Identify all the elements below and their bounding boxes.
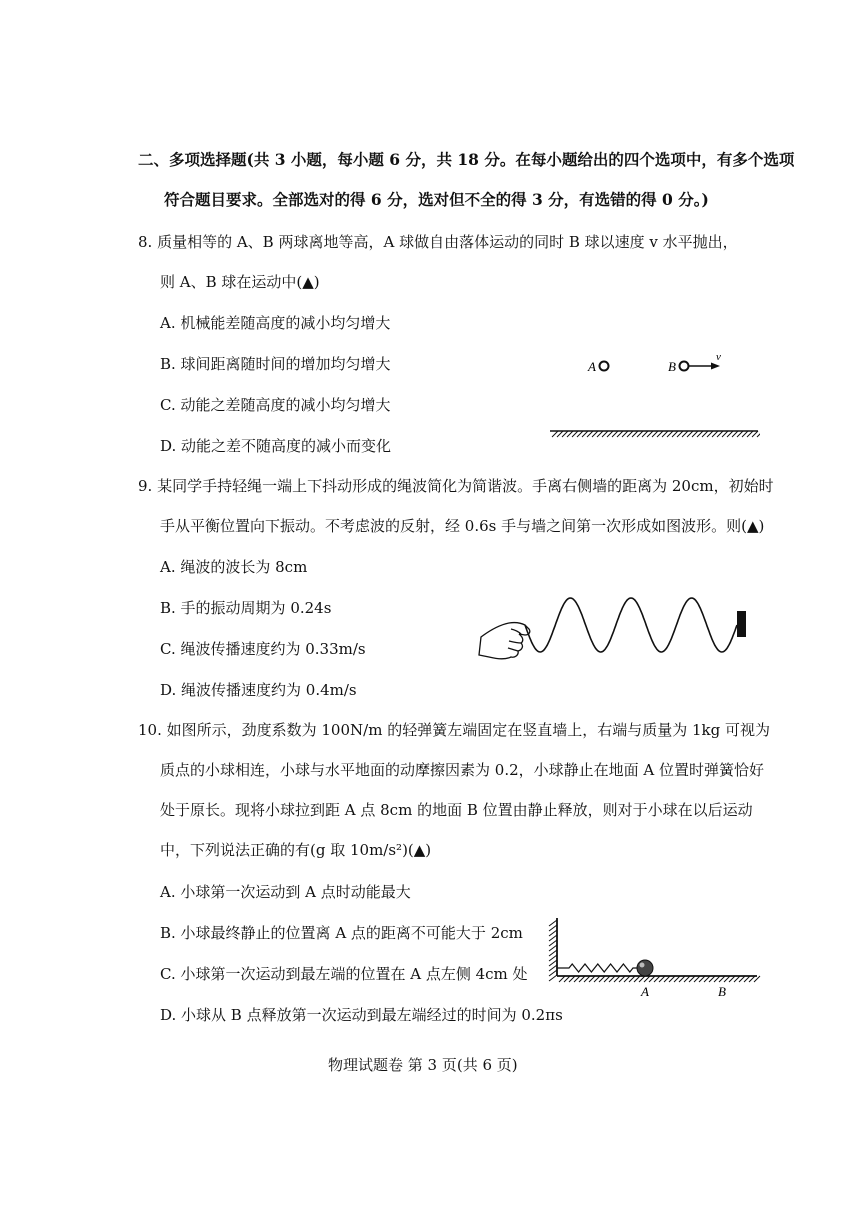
- q10-option-b: B. 小球最终静止的位置离 A 点的距离不可能大于 2cm: [160, 924, 523, 942]
- q9-figure: [475, 585, 765, 675]
- hatch-mark: [702, 431, 708, 437]
- hatch-mark: [749, 976, 755, 982]
- hatch-mark: [557, 431, 563, 437]
- hatch-mark: [564, 976, 570, 982]
- right-wall: [737, 611, 746, 637]
- hatch-mark: [632, 431, 638, 437]
- hatch-mark: [699, 976, 705, 982]
- q9-stem-line2: 手从平衡位置向下振动。不考虑波的反射，经 0.6s 手与墙之间第一次形成如图波形。则(▲): [160, 517, 765, 535]
- hatch-mark: [692, 431, 698, 437]
- hatch-mark: [737, 431, 743, 437]
- hatch-mark: [739, 976, 745, 982]
- page-footer: 物理试题卷 第 3 页(共 6 页): [328, 1056, 518, 1074]
- hatch-mark: [727, 431, 733, 437]
- hatch-mark: [649, 976, 655, 982]
- q10-label-b: B: [718, 984, 726, 999]
- hatch-mark: [549, 960, 557, 966]
- hatch-mark: [589, 976, 595, 982]
- hatch-mark: [549, 925, 557, 931]
- q10-option-c: C. 小球第一次运动到最左端的位置在 A 点左侧 4cm 处: [160, 965, 528, 983]
- q10-stem-line3: 处于原长。现将小球拉到距 A 点 8cm 的地面 B 位置由静止释放，则对于小球在以后运动: [160, 801, 753, 819]
- hatch-mark: [689, 976, 695, 982]
- hatch-mark: [552, 431, 558, 437]
- hatch-mark: [714, 976, 720, 982]
- hatch-mark: [707, 431, 713, 437]
- hatch-mark: [657, 431, 663, 437]
- hatch-mark: [679, 976, 685, 982]
- hatch-mark: [659, 976, 665, 982]
- ball-highlight: [640, 963, 645, 968]
- hatch-mark: [584, 976, 590, 982]
- q8-option-b: B. 球间距离随时间的增加均匀增大: [160, 355, 391, 373]
- q10-option-a: A. 小球第一次运动到 A 点时动能最大: [160, 883, 411, 901]
- hatch-mark: [684, 976, 690, 982]
- hatch-mark: [599, 976, 605, 982]
- q8-label-v: v: [716, 351, 721, 363]
- ground-hatch: [552, 431, 760, 437]
- hatch-mark: [592, 431, 598, 437]
- ball-b: [680, 362, 689, 371]
- q8-label-a: A: [588, 359, 596, 374]
- hatch-mark: [549, 930, 557, 936]
- hatch-mark: [624, 976, 630, 982]
- hatch-mark: [587, 431, 593, 437]
- q10-figure: [545, 912, 761, 1002]
- hatch-mark: [747, 431, 753, 437]
- hatch-mark: [732, 431, 738, 437]
- hatch-mark: [697, 431, 703, 437]
- hand-icon: [479, 623, 530, 659]
- hatch-mark: [629, 976, 635, 982]
- ball: [637, 960, 653, 976]
- hatch-mark: [619, 976, 625, 982]
- hatch-mark: [574, 976, 580, 982]
- hatch-mark: [722, 431, 728, 437]
- hatch-mark: [604, 976, 610, 982]
- hatch-mark: [634, 976, 640, 982]
- q8-option-c: C. 动能之差随高度的减小均匀增大: [160, 396, 391, 414]
- q9-option-b: B. 手的振动周期为 0.24s: [160, 599, 332, 617]
- hatch-mark: [609, 976, 615, 982]
- hatch-mark: [579, 976, 585, 982]
- hatch-mark: [682, 431, 688, 437]
- wall-hatch: [549, 920, 557, 981]
- hatch-mark: [744, 976, 750, 982]
- hatch-mark: [627, 431, 633, 437]
- q9-option-d: D. 绳波传播速度约为 0.4m/s: [160, 681, 357, 699]
- hatch-mark: [729, 976, 735, 982]
- section-heading-line1: 二、多项选择题(共 3 小题，每小题 6 分，共 18 分。在每小题给出的四个选项中，有多个选项: [138, 150, 795, 169]
- q8-stem-line2: 则 A、B 球在运动中(▲): [160, 273, 320, 291]
- hatch-mark: [687, 431, 693, 437]
- hatch-mark: [559, 976, 565, 982]
- hatch-mark: [717, 431, 723, 437]
- hatch-mark: [594, 976, 600, 982]
- velocity-arrow-head: [711, 363, 720, 370]
- hatch-mark: [652, 431, 658, 437]
- hatch-mark: [549, 970, 557, 976]
- hatch-mark: [597, 431, 603, 437]
- hatch-mark: [612, 431, 618, 437]
- q10-stem-line2: 质点的小球相连，小球与水平地面的动摩擦因素为 0.2，小球静止在地面 A 位置时弹簧恰好: [160, 761, 764, 779]
- q8-figure: [548, 345, 760, 445]
- q8-label-b: B: [668, 359, 676, 374]
- hatch-mark: [677, 431, 683, 437]
- hatch-mark: [567, 431, 573, 437]
- hatch-mark: [549, 955, 557, 961]
- hatch-mark: [602, 431, 608, 437]
- hatch-mark: [667, 431, 673, 437]
- hatch-mark: [664, 976, 670, 982]
- hatch-mark: [639, 976, 645, 982]
- hatch-mark: [549, 975, 557, 981]
- hatch-mark: [577, 431, 583, 437]
- hatch-mark: [549, 920, 557, 926]
- hatch-mark: [549, 950, 557, 956]
- q9-option-a: A. 绳波的波长为 8cm: [160, 558, 308, 576]
- q10-option-d: D. 小球从 B 点释放第一次运动到最左端经过的时间为 0.2πs: [160, 1006, 563, 1024]
- hatch-mark: [549, 965, 557, 971]
- hatch-mark: [617, 431, 623, 437]
- hatch-mark: [662, 431, 668, 437]
- spring: [557, 964, 637, 972]
- hatch-mark: [704, 976, 710, 982]
- q10-label-a: A: [641, 984, 649, 999]
- hatch-mark: [734, 976, 740, 982]
- q8-stem-line1: 8. 质量相等的 A、B 两球离地等高，A 球做自由落体运动的同时 B 球以速度 v 水平抛出，: [138, 233, 738, 251]
- hatch-mark: [642, 431, 648, 437]
- rope-wave: [525, 598, 737, 652]
- hatch-mark: [719, 976, 725, 982]
- hatch-mark: [549, 935, 557, 941]
- hatch-mark: [572, 431, 578, 437]
- hatch-mark: [622, 431, 628, 437]
- hatch-mark: [562, 431, 568, 437]
- hatch-mark: [709, 976, 715, 982]
- hatch-mark: [672, 431, 678, 437]
- hatch-mark: [712, 431, 718, 437]
- hatch-mark: [752, 431, 758, 437]
- hatch-mark: [654, 976, 660, 982]
- hatch-mark: [647, 431, 653, 437]
- q8-option-d: D. 动能之差不随高度的减小而变化: [160, 437, 392, 455]
- q8-option-a: A. 机械能差随高度的减小均匀增大: [160, 314, 391, 332]
- q9-option-c: C. 绳波传播速度约为 0.33m/s: [160, 640, 366, 658]
- hatch-mark: [724, 976, 730, 982]
- q10-stem-line4: 中，下列说法正确的有(g 取 10m/s²)(▲): [160, 841, 432, 859]
- hatch-mark: [569, 976, 575, 982]
- hatch-mark: [582, 431, 588, 437]
- hatch-mark: [694, 976, 700, 982]
- q10-stem-line1: 10. 如图所示，劲度系数为 100N/m 的轻弹簧左端固定在竖直墙上，右端与质量为 1kg 可视为: [138, 721, 770, 739]
- hatch-mark: [674, 976, 680, 982]
- hatch-mark: [607, 431, 613, 437]
- ball-a: [600, 362, 609, 371]
- floor-hatch: [559, 976, 760, 982]
- hatch-mark: [614, 976, 620, 982]
- section-heading-line2: 符合题目要求。全部选对的得 6 分，选对但不全的得 3 分，有选错的得 0 分。): [164, 190, 709, 209]
- hatch-mark: [754, 976, 760, 982]
- hatch-mark: [644, 976, 650, 982]
- hatch-mark: [549, 945, 557, 951]
- hatch-mark: [669, 976, 675, 982]
- q9-stem-line1: 9. 某同学手持轻绳一端上下抖动形成的绳波简化为简谐波。手离右侧墙的距离为 20cm，初始时: [138, 477, 774, 495]
- hatch-mark: [742, 431, 748, 437]
- hatch-mark: [549, 940, 557, 946]
- hatch-mark: [637, 431, 643, 437]
